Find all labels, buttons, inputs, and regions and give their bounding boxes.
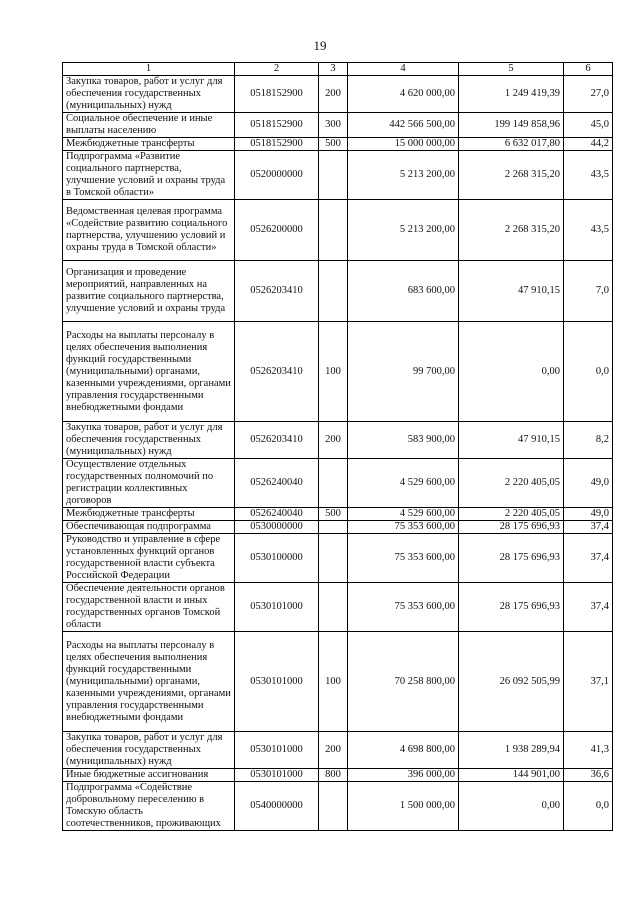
row-percent: 8,2: [564, 422, 613, 459]
row-plan: 4 620 000,00: [348, 76, 459, 113]
row-code: 0526203410: [235, 261, 319, 322]
row-code: 0530101000: [235, 632, 319, 732]
row-expense-type: [319, 261, 348, 322]
row-code: 0526203410: [235, 322, 319, 422]
row-code: 0530000000: [235, 521, 319, 534]
row-expense-type: [319, 459, 348, 508]
table-row: [63, 113, 613, 138]
row-fact: 28 175 696,93: [459, 534, 564, 583]
row-percent: 36,6: [564, 769, 613, 782]
row-name: Подпрограмма «Развитие социального партнерства, улучшение условий и охраны труда в Томской области»: [63, 151, 235, 200]
table-row: [63, 200, 613, 261]
row-fact: 47 910,15: [459, 422, 564, 459]
row-plan: 75 353 600,00: [348, 583, 459, 632]
table-row: [63, 521, 613, 534]
row-percent: 37,4: [564, 583, 613, 632]
table-row: [63, 76, 613, 113]
row-name: Руководство и управление в сфере установленных функций органов государственной власти субъекта Российской Федерации: [63, 534, 235, 583]
table-row: [63, 459, 613, 508]
row-expense-type: [319, 534, 348, 583]
row-percent: 49,0: [564, 459, 613, 508]
row-name: Межбюджетные трансферты: [63, 508, 235, 521]
row-fact: 1 938 289,94: [459, 732, 564, 769]
row-fact: 28 175 696,93: [459, 521, 564, 534]
row-plan: 396 000,00: [348, 769, 459, 782]
row-name: Организация и проведение мероприятий, направленных на развитие социального партнерства, улучшение условий и охраны труда: [63, 261, 235, 322]
row-plan: 75 353 600,00: [348, 521, 459, 534]
row-plan: 5 213 200,00: [348, 151, 459, 200]
row-fact: 1 249 419,39: [459, 76, 564, 113]
row-plan: 683 600,00: [348, 261, 459, 322]
table-row: [63, 782, 613, 831]
table-row: [63, 769, 613, 782]
row-expense-type: 200: [319, 732, 348, 769]
column-header-code: 2: [235, 63, 319, 76]
row-expense-type: 200: [319, 422, 348, 459]
row-code: 0520000000: [235, 151, 319, 200]
row-plan: 4 698 800,00: [348, 732, 459, 769]
row-plan: 4 529 600,00: [348, 459, 459, 508]
row-fact: 26 092 505,99: [459, 632, 564, 732]
row-expense-type: [319, 521, 348, 534]
row-name: Обеспечение деятельности органов государственной власти и иных государственных органов Томской области: [63, 583, 235, 632]
row-expense-type: [319, 151, 348, 200]
table-row: [63, 732, 613, 769]
row-code: 0518152900: [235, 113, 319, 138]
row-percent: 7,0: [564, 261, 613, 322]
row-name: Иные бюджетные ассигнования: [63, 769, 235, 782]
row-fact: 47 910,15: [459, 261, 564, 322]
row-plan: 4 529 600,00: [348, 508, 459, 521]
row-code: 0530101000: [235, 583, 319, 632]
row-percent: 0,0: [564, 782, 613, 831]
column-header-name: 1: [63, 63, 235, 76]
table-row: [63, 632, 613, 732]
row-expense-type: [319, 782, 348, 831]
row-percent: 41,3: [564, 732, 613, 769]
row-code: 0526200000: [235, 200, 319, 261]
table-row: [63, 138, 613, 151]
column-header-plan: 4: [348, 63, 459, 76]
table-row: [63, 534, 613, 583]
row-fact: 0,00: [459, 322, 564, 422]
row-code: 0540000000: [235, 782, 319, 831]
row-code: 0526203410: [235, 422, 319, 459]
table-row: [63, 261, 613, 322]
row-percent: 49,0: [564, 508, 613, 521]
row-expense-type: 500: [319, 508, 348, 521]
row-fact: 2 220 405,05: [459, 508, 564, 521]
table-row: [63, 151, 613, 200]
row-fact: 2 268 315,20: [459, 151, 564, 200]
row-expense-type: 200: [319, 76, 348, 113]
table-header-row: [63, 63, 613, 76]
row-fact: 0,00: [459, 782, 564, 831]
row-plan: 5 213 200,00: [348, 200, 459, 261]
row-plan: 583 900,00: [348, 422, 459, 459]
row-fact: 6 632 017,80: [459, 138, 564, 151]
budget-table: [62, 62, 613, 831]
row-expense-type: 500: [319, 138, 348, 151]
row-code: 0518152900: [235, 138, 319, 151]
row-fact: 199 149 858,96: [459, 113, 564, 138]
row-fact: 28 175 696,93: [459, 583, 564, 632]
row-percent: 0,0: [564, 322, 613, 422]
row-percent: 37,4: [564, 534, 613, 583]
row-fact: 2 220 405,05: [459, 459, 564, 508]
row-plan: 15 000 000,00: [348, 138, 459, 151]
row-expense-type: 100: [319, 632, 348, 732]
row-code: 0518152900: [235, 76, 319, 113]
row-code: 0530101000: [235, 769, 319, 782]
row-code: 0530100000: [235, 534, 319, 583]
column-header-fact: 5: [459, 63, 564, 76]
row-expense-type: [319, 200, 348, 261]
row-code: 0526240040: [235, 508, 319, 521]
row-name: Социальное обеспечение и иные выплаты населению: [63, 113, 235, 138]
row-code: 0530101000: [235, 732, 319, 769]
row-percent: 44,2: [564, 138, 613, 151]
row-plan: 75 353 600,00: [348, 534, 459, 583]
row-plan: 99 700,00: [348, 322, 459, 422]
table-row: [63, 422, 613, 459]
row-percent: 43,5: [564, 151, 613, 200]
row-expense-type: [319, 583, 348, 632]
table-row: [63, 508, 613, 521]
row-plan: 442 566 500,00: [348, 113, 459, 138]
row-name: Расходы на выплаты персоналу в целях обеспечения выполнения функций государственными (муниципальными) органами, казенными учреждениями, органами управления государственными внебюджетными фондами: [63, 632, 235, 732]
table-row: [63, 322, 613, 422]
row-expense-type: 100: [319, 322, 348, 422]
row-name: Закупка товаров, работ и услуг для обеспечения государственных (муниципальных) нужд: [63, 732, 235, 769]
row-expense-type: 300: [319, 113, 348, 138]
row-percent: 45,0: [564, 113, 613, 138]
column-header-expense-type: 3: [319, 63, 348, 76]
row-fact: 2 268 315,20: [459, 200, 564, 261]
row-percent: 37,4: [564, 521, 613, 534]
row-plan: 70 258 800,00: [348, 632, 459, 732]
row-name: Расходы на выплаты персоналу в целях обеспечения выполнения функций государственными (муниципальными) органами, казенными учреждениями, органами управления государственными внебюджетными фондами: [63, 322, 235, 422]
row-name: Ведомственная целевая программа «Содействие развитию социального партнерства, улучшению условий и охраны труда в Томской области»: [63, 200, 235, 261]
page-number: 19: [313, 38, 327, 53]
row-name: Осуществление отдельных государственных полномочий по регистрации коллективных договоров: [63, 459, 235, 508]
row-name: Обеспечивающая подпрограмма: [63, 521, 235, 534]
row-expense-type: 800: [319, 769, 348, 782]
column-header-percent: 6: [564, 63, 613, 76]
row-name: Подпрограмма «Содействие добровольному переселению в Томскую область соотечественников, проживающих: [63, 782, 235, 831]
row-code: 0526240040: [235, 459, 319, 508]
row-name: Закупка товаров, работ и услуг для обеспечения государственных (муниципальных) нужд: [63, 422, 235, 459]
row-plan: 1 500 000,00: [348, 782, 459, 831]
table-row: [63, 583, 613, 632]
row-name: Закупка товаров, работ и услуг для обеспечения государственных (муниципальных) нужд: [63, 76, 235, 113]
row-name: Межбюджетные трансферты: [63, 138, 235, 151]
row-percent: 43,5: [564, 200, 613, 261]
row-percent: 37,1: [564, 632, 613, 732]
row-percent: 27,0: [564, 76, 613, 113]
row-fact: 144 901,00: [459, 769, 564, 782]
